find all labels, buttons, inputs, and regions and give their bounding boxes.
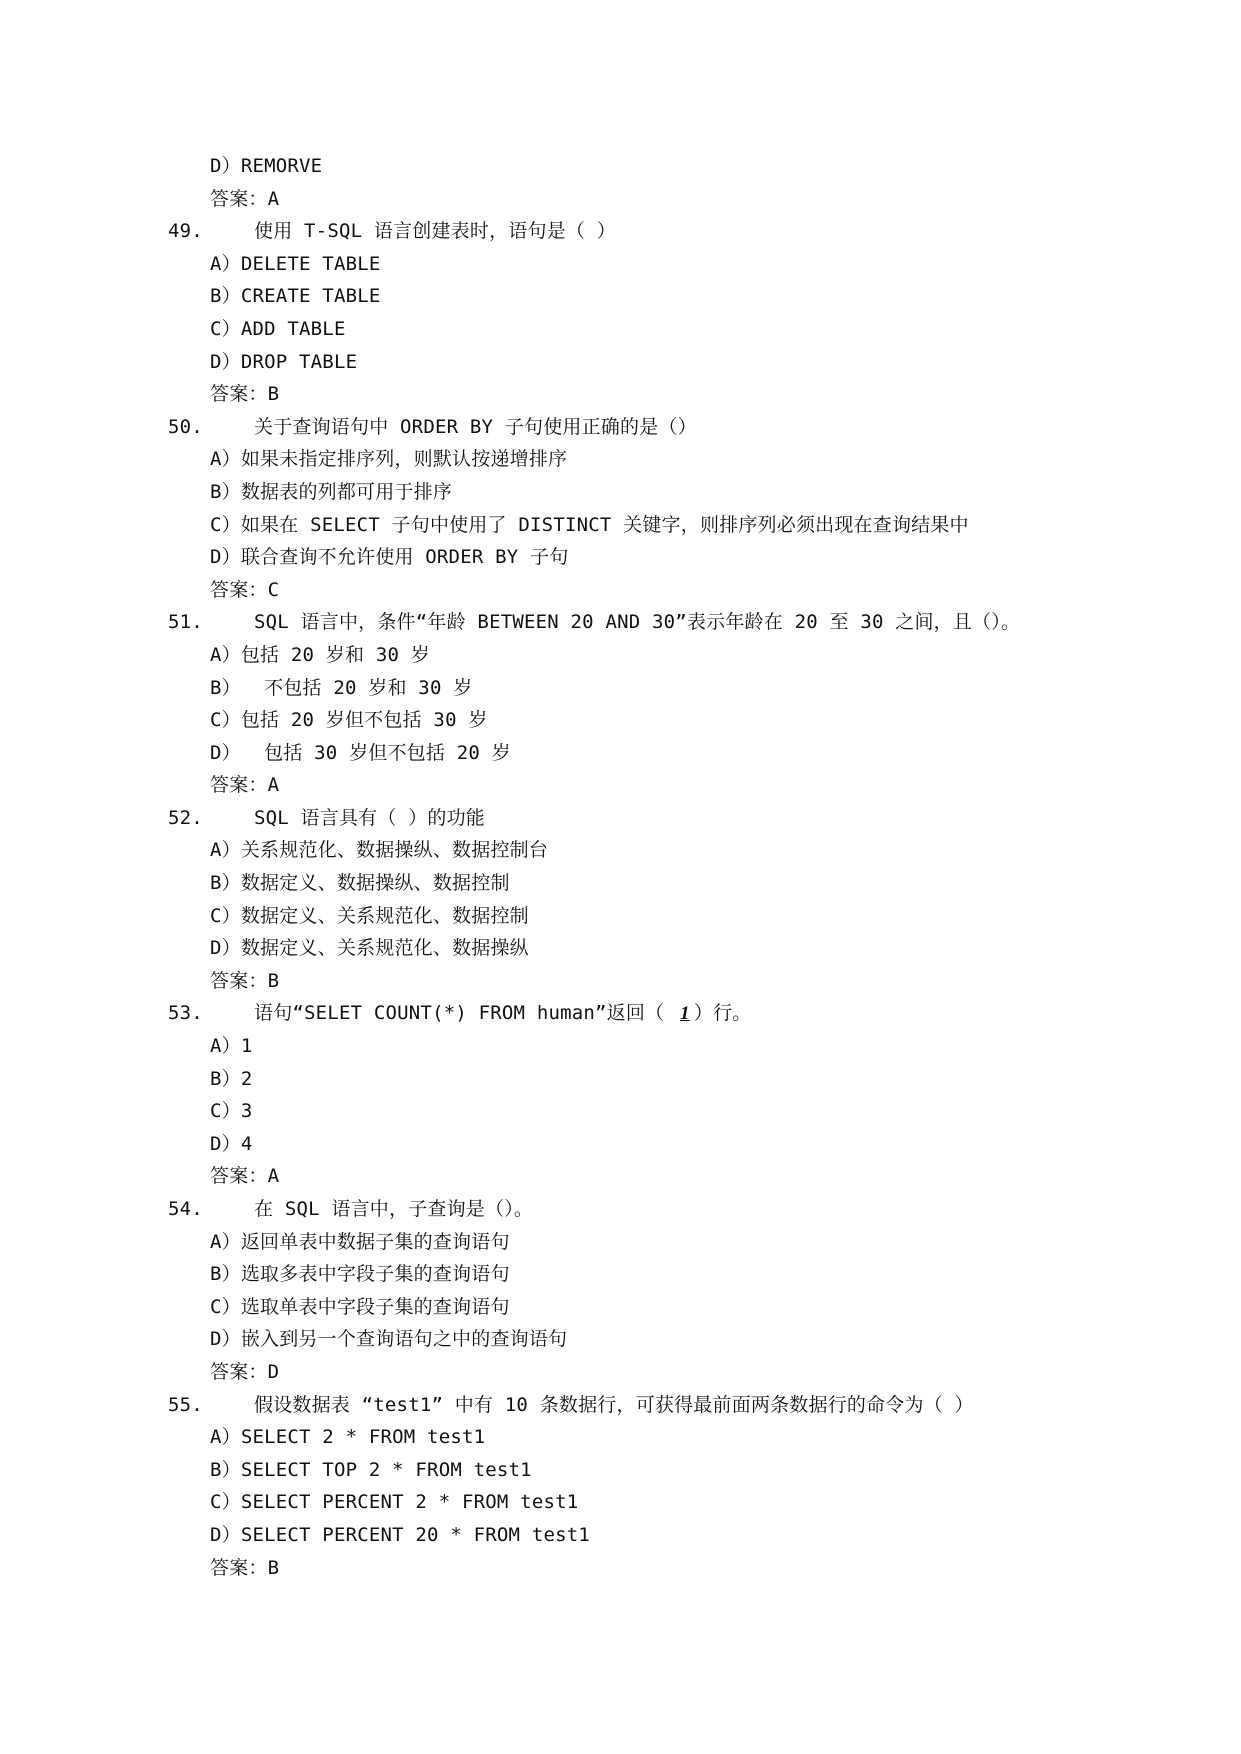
question-text: 在 SQL 语言中，子查询是（）。	[254, 1198, 534, 1220]
answer-line: 答案：B	[210, 383, 280, 406]
option-a: A）SELECT 2 * FROM test1	[210, 1426, 486, 1449]
question-52	[168, 802, 1128, 835]
answer-line: 答案：C	[210, 578, 280, 601]
option-d: D）SELECT PERCENT 20 * FROM test1	[210, 1523, 591, 1546]
question-text	[254, 997, 752, 1031]
question-number: 55.	[168, 1393, 203, 1416]
question-text: 使用 T-SQL 语言创建表时，语句是（ ）	[254, 220, 616, 243]
option-c: C）选取单表中字段子集的查询语句	[210, 1295, 510, 1318]
option-b: B）SELECT TOP 2 * FROM test1	[210, 1458, 532, 1481]
answer-line: 答案：A	[210, 774, 280, 797]
question-text: 假设数据表 “test1” 中有 10 条数据行，可获得最前面两条数据行的命令为（ ）	[254, 1393, 974, 1416]
option-b: B）数据表的列都可用于排序	[210, 480, 453, 503]
question-number: 50.	[168, 415, 203, 438]
option-a: A）包括 20 岁和 30 岁	[210, 643, 430, 666]
answer-line: 答案：B	[210, 1556, 280, 1579]
answer-line: 答案：D	[210, 1360, 280, 1383]
option-d: D）嵌入到另一个查询语句之中的查询语句	[210, 1328, 568, 1351]
option-d: D） 包括 30 岁但不包括 20 岁	[210, 741, 511, 764]
option-a: A）DELETE TABLE	[210, 252, 381, 275]
option-d: D）联合查询不允许使用 ORDER BY 子句	[210, 546, 569, 569]
question-54	[168, 1193, 1128, 1226]
question-number: 54.	[168, 1198, 203, 1220]
question-text-after: ）行。	[693, 1002, 752, 1025]
question-51	[168, 606, 1128, 639]
option-a: A）返回单表中数据子集的查询语句	[210, 1230, 510, 1253]
option-c: C）数据定义、关系规范化、数据控制	[210, 904, 529, 927]
answer-line: 答案：A	[210, 1165, 280, 1188]
question-list	[168, 150, 1128, 1584]
question-text: SQL 语言具有（ ）的功能	[254, 806, 485, 829]
question-53	[168, 997, 1128, 1030]
question-text: SQL 语言中，条件“年龄 BETWEEN 20 AND 30”表示年龄在 20 至 30 之间，且（）。	[254, 611, 1021, 634]
question-50	[168, 411, 1128, 444]
question-number: 53.	[168, 1002, 203, 1025]
option-c: C）如果在 SELECT 子句中使用了 DISTINCT 关键字，则排序列必须出现在查询结果中	[210, 513, 969, 536]
option-b: B） 不包括 20 岁和 30 岁	[210, 676, 473, 699]
question-55	[168, 1389, 1128, 1422]
option-b: B）数据定义、数据操纵、数据控制	[210, 872, 510, 895]
option-b: B）选取多表中字段子集的查询语句	[210, 1263, 510, 1286]
question-text: 关于查询语句中 ORDER BY 子句使用正确的是（）	[254, 415, 697, 438]
option-c: C）SELECT PERCENT 2 * FROM test1	[210, 1491, 579, 1514]
option-a: A）1	[210, 1035, 253, 1058]
question-number: 51.	[168, 611, 203, 634]
option-d: D）REMORVE	[210, 155, 323, 177]
question-number: 52.	[168, 806, 203, 829]
option-b: B）CREATE TABLE	[210, 285, 381, 308]
option-d: D）DROP TABLE	[210, 350, 358, 373]
question-49	[168, 215, 1128, 248]
option-c: C）3	[210, 1100, 253, 1123]
answer-line: 答案：B	[210, 969, 280, 992]
option-a: A）关系规范化、数据操纵、数据控制台	[210, 839, 549, 862]
option-d: D）数据定义、关系规范化、数据操纵	[210, 937, 529, 960]
filled-blank: 1	[680, 1003, 690, 1025]
question-text-before: 语句“SELET COUNT(*) FROM human”返回（	[254, 1002, 676, 1025]
option-d: D）4	[210, 1132, 253, 1155]
option-a: A）如果未指定排序列，则默认按递增排序	[210, 448, 568, 471]
option-c: C）包括 20 岁但不包括 30 岁	[210, 709, 488, 732]
option-c: C）ADD TABLE	[210, 317, 346, 340]
option-b: B）2	[210, 1067, 253, 1090]
question-number: 49.	[168, 220, 203, 243]
answer-line: 答案：A	[210, 187, 280, 210]
